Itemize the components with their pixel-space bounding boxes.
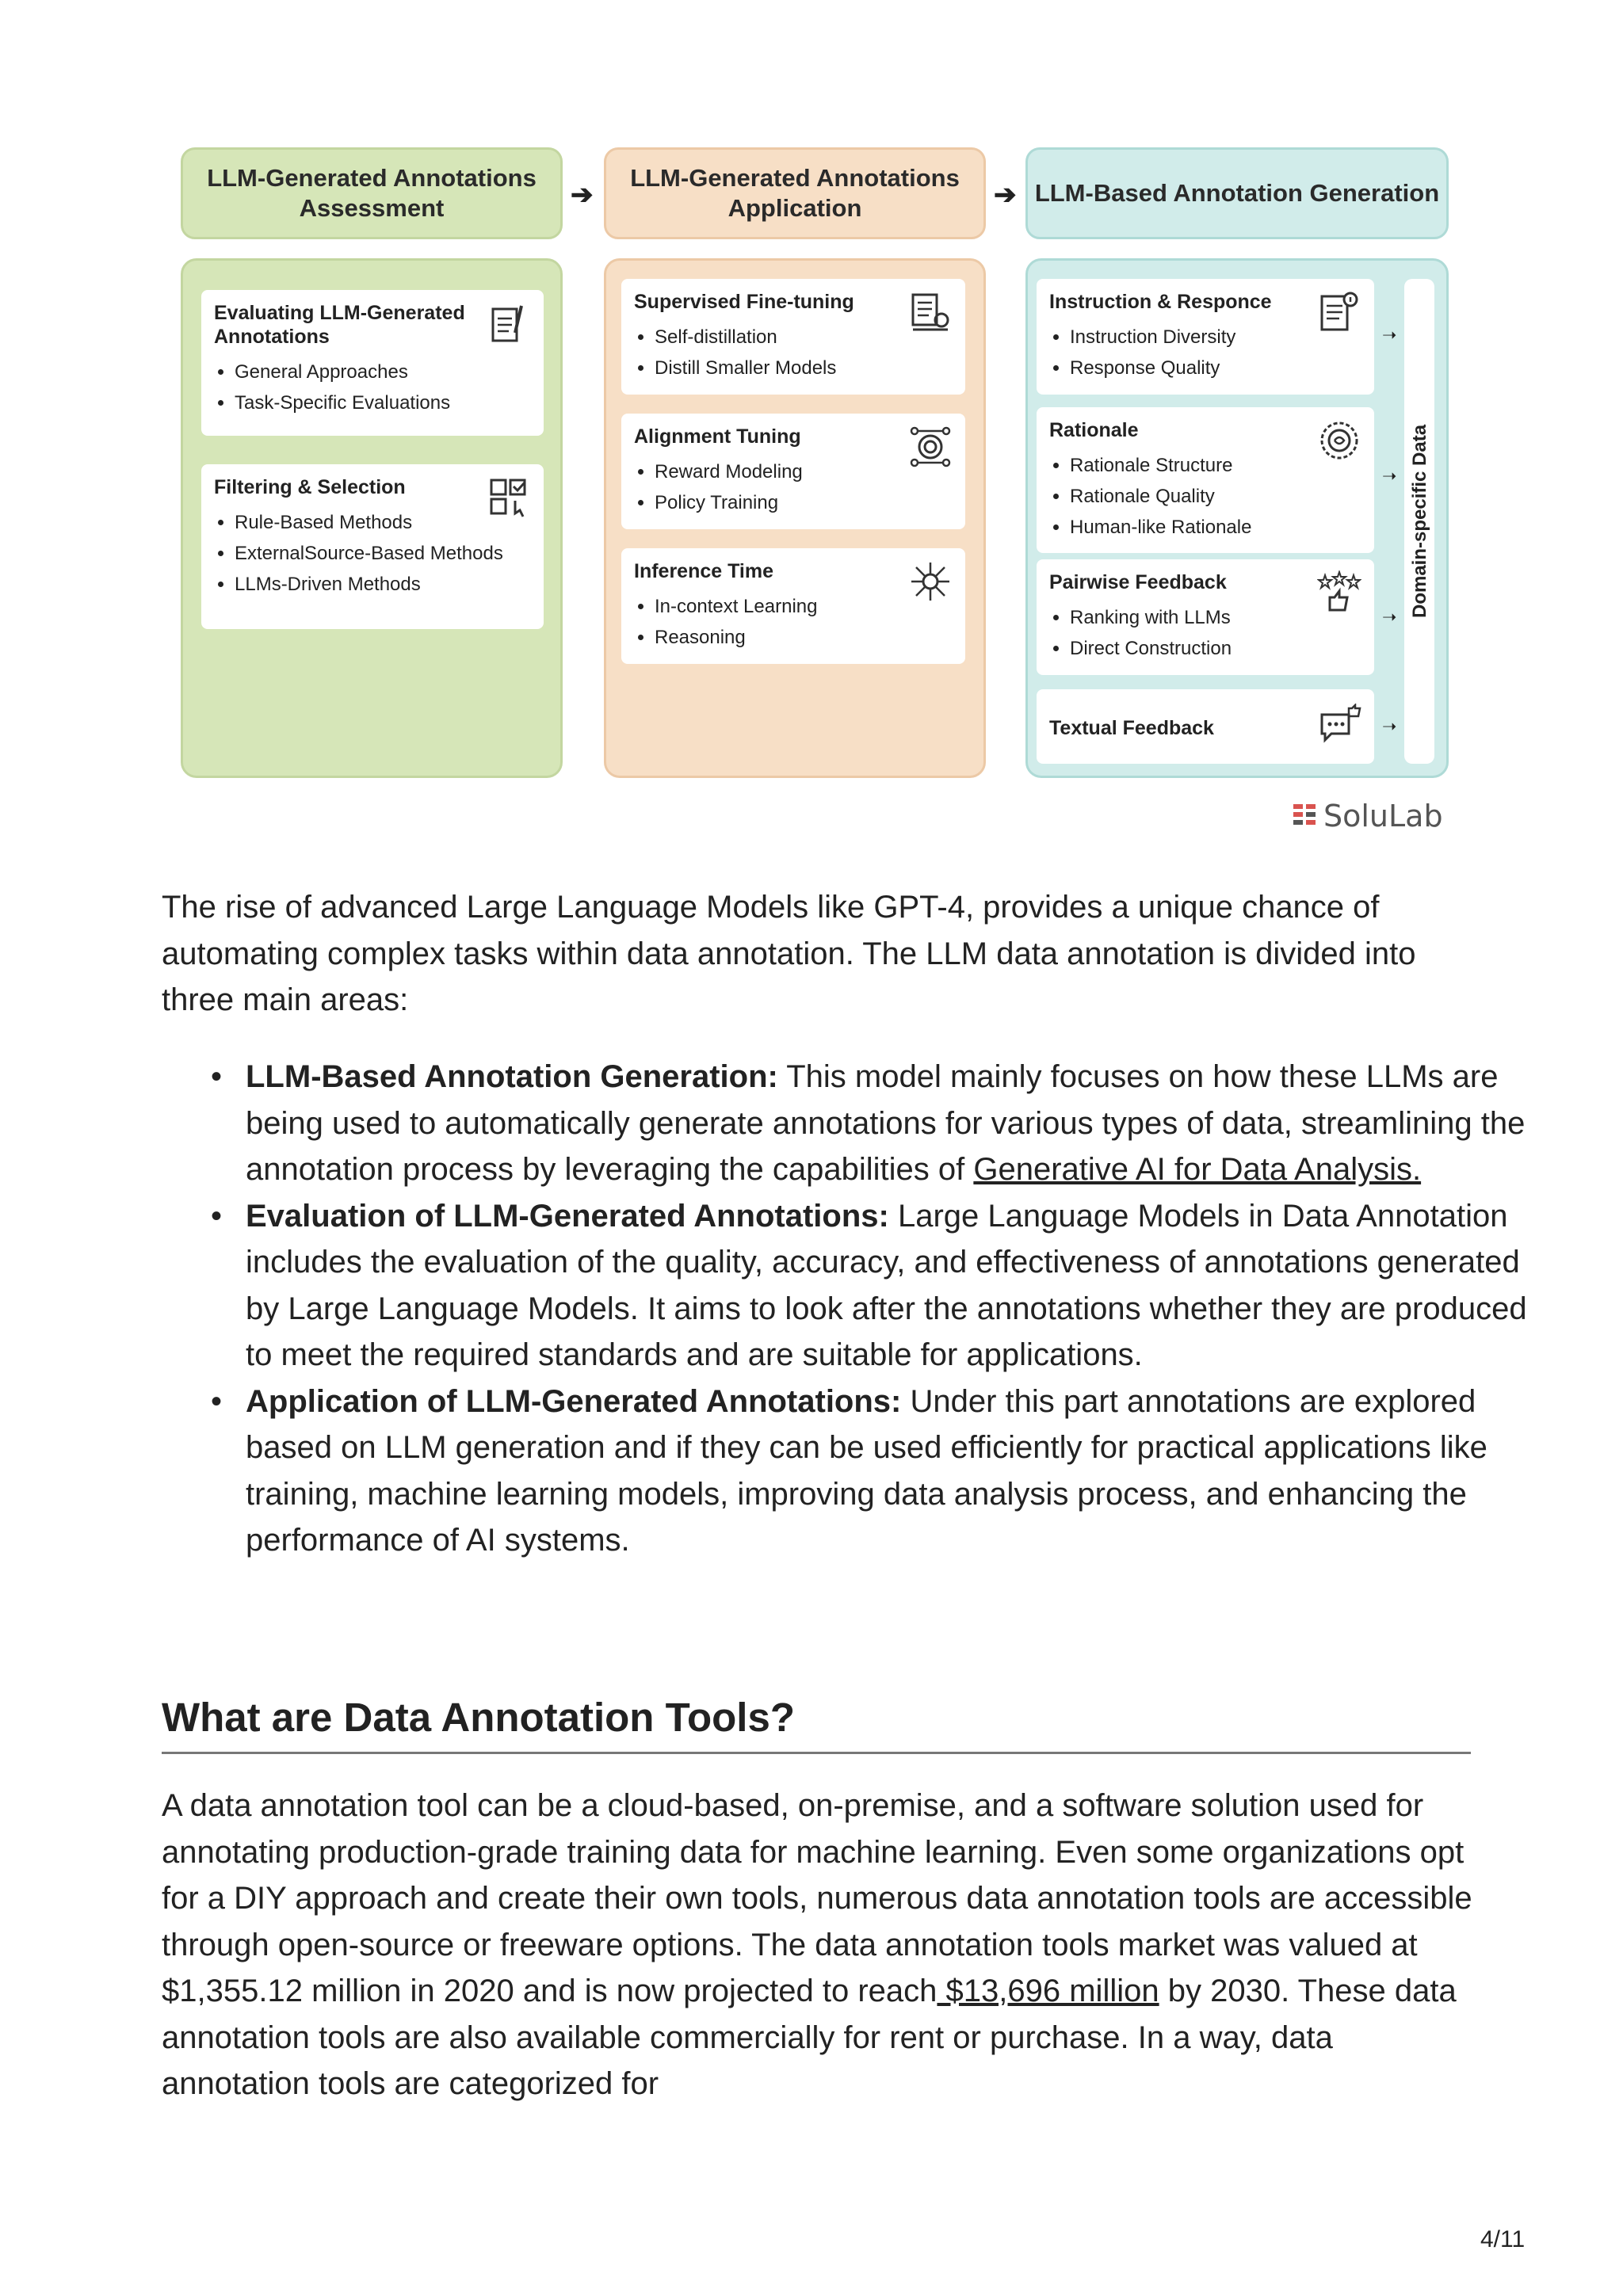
- card-title: Inference Time: [634, 560, 774, 582]
- list-item: • Response Quality: [1070, 353, 1361, 383]
- arrow-right-icon: ➔: [994, 180, 1017, 210]
- header-application: [604, 147, 986, 239]
- inference-network-icon: [908, 559, 953, 604]
- card-title: Alignment Tuning: [634, 425, 801, 448]
- list-item: [246, 1054, 1561, 1193]
- card-instruction-response: [1037, 279, 1374, 395]
- card-pairwise-feedback: [1037, 559, 1374, 675]
- generative-ai-link[interactable]: Generative AI for Data Analysis.: [973, 1152, 1422, 1187]
- bullet-heading: Evaluation of LLM-Generated Annotations:: [246, 1198, 889, 1234]
- card-list: [634, 456, 953, 518]
- header-generation-label: LLM-Based Annotation Generation: [1034, 179, 1440, 207]
- card-supervised-fine-tuning: [621, 279, 965, 395]
- arrow-right-icon: ➝: [1382, 716, 1397, 736]
- arrow-right-icon: ➝: [1382, 466, 1397, 486]
- card-title: Instruction & Responce: [1049, 291, 1272, 313]
- alignment-target-icon: [908, 425, 953, 469]
- paragraph-text: by 2030. These data annotation tools are also available commercially for rent or purchase. In a way, data annotation tools are categorized for: [162, 1974, 1457, 2101]
- solulab-logo-mark-icon: [1293, 804, 1316, 828]
- card-list: [634, 591, 953, 653]
- card-title: Evaluating LLM-Generated Annotations: [214, 302, 465, 348]
- list-item: • Distill Smaller Models: [655, 353, 953, 383]
- bullet-text: Large Language Models in Data Annotation includes the evaluation of the quality, accuracy, and effectiveness of annotations generated by Large Language Models. It aims to look after the annotations whether they are produced to meet the required standards and are suitable for applications.: [246, 1198, 1527, 1372]
- list-item: • Policy Training: [655, 487, 953, 518]
- pairwise-feedback-icon: [1317, 570, 1361, 615]
- list-item: • Human-like Rationale: [1070, 512, 1361, 543]
- card-list: [214, 357, 531, 418]
- bullet-text: Under this part annotations are explored based on LLM generation and if they can be used efficiently for practical applications like training, machine learning models, improving data analysis process, and enhancing the performance of AI systems.: [246, 1383, 1487, 1558]
- card-title: Textual Feedback: [1049, 717, 1214, 739]
- fine-tuning-document-icon: [908, 290, 953, 334]
- solulab-brand-name: SoluLab: [1323, 799, 1443, 833]
- card-list: [1049, 322, 1361, 383]
- list-item: • Direct Construction: [1070, 633, 1361, 664]
- card-alignment-tuning: [621, 414, 965, 529]
- list-item: • Reward Modeling: [655, 456, 953, 487]
- list-item: • Instruction Diversity: [1070, 322, 1361, 353]
- card-title: Supervised Fine-tuning: [634, 291, 854, 313]
- list-item: • LLMs-Driven Methods: [235, 569, 531, 600]
- card-title: Rationale: [1049, 419, 1139, 441]
- rationale-brain-icon: [1317, 418, 1361, 463]
- header-generation: [1025, 147, 1449, 239]
- intro-paragraph: The rise of advanced Large Language Models like GPT-4, provides a unique chance of automating complex tasks within data annotation. The LLM data annotation is divided into three main areas:: [162, 890, 1416, 1017]
- instruction-document-icon: [1317, 290, 1361, 334]
- list-item: [246, 1379, 1561, 1564]
- list-item: • Task-Specific Evaluations: [235, 387, 531, 418]
- list-item: • General Approaches: [235, 357, 531, 387]
- bullet-heading: LLM-Based Annotation Generation:: [246, 1059, 778, 1094]
- list-item: • Ranking with LLMs: [1070, 602, 1361, 633]
- paragraph-text: A data annotation tool can be a cloud-based, on-premise, and a software solution used for annotating production-grade training data for machine learning. Even some organizations opt for a DIY approach and create their own tools, numerous data annotation tools are accessible through open-source or freeware options. The data annotation tools market was valued at $1,355.12 million in 2020 and is now projected to reach: [162, 1788, 1472, 2008]
- card-rationale: [1037, 407, 1374, 553]
- arrow-right-icon: ➝: [1382, 325, 1397, 345]
- header-assessment: [181, 147, 563, 239]
- card-list: [1049, 450, 1361, 543]
- textual-feedback-icon: [1317, 704, 1361, 748]
- card-title: Pairwise Feedback: [1049, 571, 1227, 593]
- list-item: • ExternalSource-Based Methods: [235, 538, 531, 569]
- card-title: Filtering & Selection: [214, 476, 406, 498]
- card-evaluating: [201, 290, 544, 436]
- tools-paragraph: [162, 1783, 1477, 2107]
- market-value-link[interactable]: $13,696 million: [937, 1974, 1159, 2008]
- list-item: • Self-distillation: [655, 322, 953, 353]
- annotation-taxonomy-diagram: [181, 147, 1449, 845]
- card-filtering: [201, 464, 544, 629]
- section-heading: What are Data Annotation Tools?: [162, 1694, 1471, 1754]
- list-item: [246, 1193, 1561, 1379]
- card-inference-time: [621, 548, 965, 664]
- card-list: [634, 322, 953, 383]
- page-number: 4/11: [1480, 2226, 1526, 2252]
- header-assessment-label: LLM-Generated Annotations Assessment: [207, 164, 537, 222]
- arrow-right-icon: ➝: [1382, 607, 1397, 627]
- domain-data-label: Domain-specific Data: [1409, 424, 1430, 618]
- selection-grid-icon: [487, 475, 531, 520]
- header-application-label: LLM-Generated Annotations Application: [630, 164, 960, 222]
- arrow-right-icon: ➔: [571, 180, 594, 210]
- list-item: • In-context Learning: [655, 591, 953, 622]
- bullet-text: This model mainly focuses on how these LLMs are being used to automatically generate annotations for various types of data, streamlining the annotation process by leveraging the capabilities of: [246, 1059, 1526, 1187]
- bullet-heading: Application of LLM-Generated Annotations:: [246, 1383, 902, 1419]
- list-item: • Rationale Structure: [1070, 450, 1361, 481]
- card-list: [1049, 602, 1361, 664]
- evaluation-clipboard-icon: [487, 301, 531, 345]
- list-item: • Rationale Quality: [1070, 481, 1361, 512]
- annotation-areas-list: [162, 1054, 1561, 1564]
- card-list: [214, 507, 531, 600]
- list-item: • Reasoning: [655, 622, 953, 653]
- card-textual-feedback: [1037, 689, 1374, 764]
- solulab-logo: [1293, 799, 1443, 833]
- list-item: • Rule-Based Methods: [235, 507, 531, 538]
